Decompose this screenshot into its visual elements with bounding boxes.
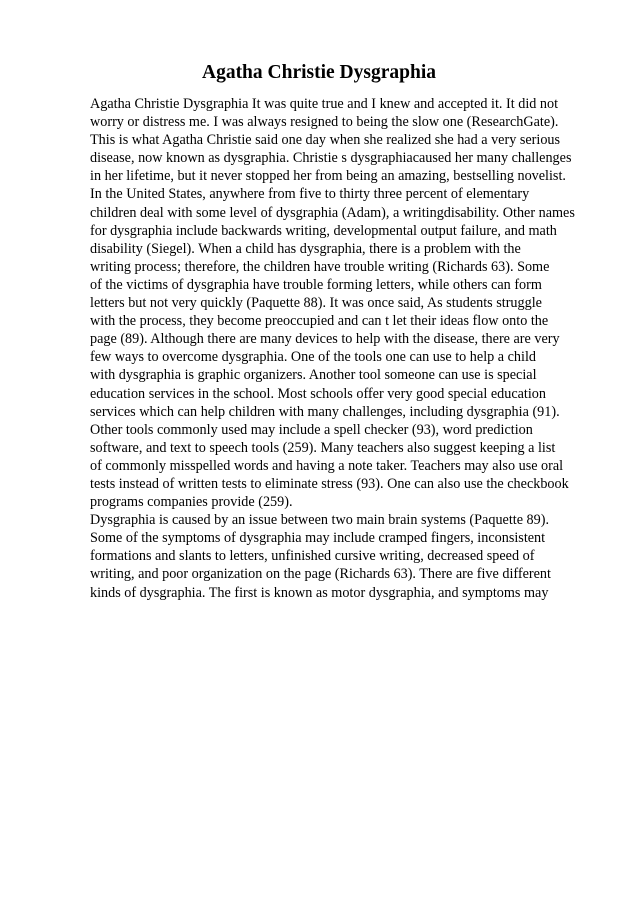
text-line: in her lifetime, but it never stopped her from being an amazing, bestselling novelist. [90,168,566,185]
text-line: Dysgraphia is caused by an issue between two main brain systems (Paquette 89). [90,512,550,529]
text-line: few ways to overcome dysgraphia. One of the tools one can use to help a child [90,349,536,366]
text-line: of commonly misspelled words and having a note taker. Teachers may also use oral [90,457,564,474]
text-line: tests instead of written tests to eliminate stress (93). One can also use the checkbook [90,475,569,492]
text-line: writing process; therefore, the children have trouble writing (Richards 63). Some [90,258,550,275]
text-line: of the victims of dysgraphia have trouble forming letters, while others can form [90,276,542,293]
text-line: Some of the symptoms of dysgraphia may include cramped fingers, inconsistent [90,530,546,547]
document-body [90,95,610,602]
text-line: services which can help children with many challenges, including dysgraphia (91). [90,403,560,420]
text-line: disease, now known as dysgraphia. Christie s dysgraphiacaused her many challenges [90,150,572,167]
text-line: worry or distress me. I was always resigned to being the slow one (ResearchGate). [90,114,559,131]
text-line: children deal with some level of dysgraphia (Adam), a writingdisability. Other names [90,204,575,221]
text-line: disability (Siegel). When a child has dysgraphia, there is a problem with the [90,240,521,257]
text-line: education services in the school. Most schools offer very good special education [90,385,546,402]
text-line: formations and slants to letters, unfinished cursive writing, decreased speed of [90,548,535,565]
text-line: writing, and poor organization on the page (Richards 63). There are five different [90,566,551,583]
text-line: kinds of dysgraphia. The first is known as motor dysgraphia, and symptoms may [90,584,549,601]
text-line: letters but not very quickly (Paquette 88). It was once said, As students struggle [90,295,542,312]
text-line: with dysgraphia is graphic organizers. Another tool someone can use is special [90,367,537,384]
text-line: In the United States, anywhere from five to thirty three percent of elementary [90,186,530,203]
text-line: Agatha Christie Dysgraphia It was quite true and I knew and accepted it. It did not [90,96,559,112]
text-line: This is what Agatha Christie said one day when she realized she had a very serious [90,132,561,149]
text-line: programs companies provide (259). [90,494,293,511]
text-line: page (89). Although there are many devices to help with the disease, there are very [90,331,560,348]
text-line: software, and text to speech tools (259). Many teachers also suggest keeping a list [90,439,556,456]
text-line: Other tools commonly used may include a spell checker (93), word prediction [90,421,533,438]
text-line: with the process, they become preoccupied and can t let their ideas flow onto the [90,313,549,330]
document-title: Agatha Christie Dysgraphia [201,62,436,83]
text-line: for dysgraphia include backwards writing, developmental output failure, and math [90,222,557,239]
